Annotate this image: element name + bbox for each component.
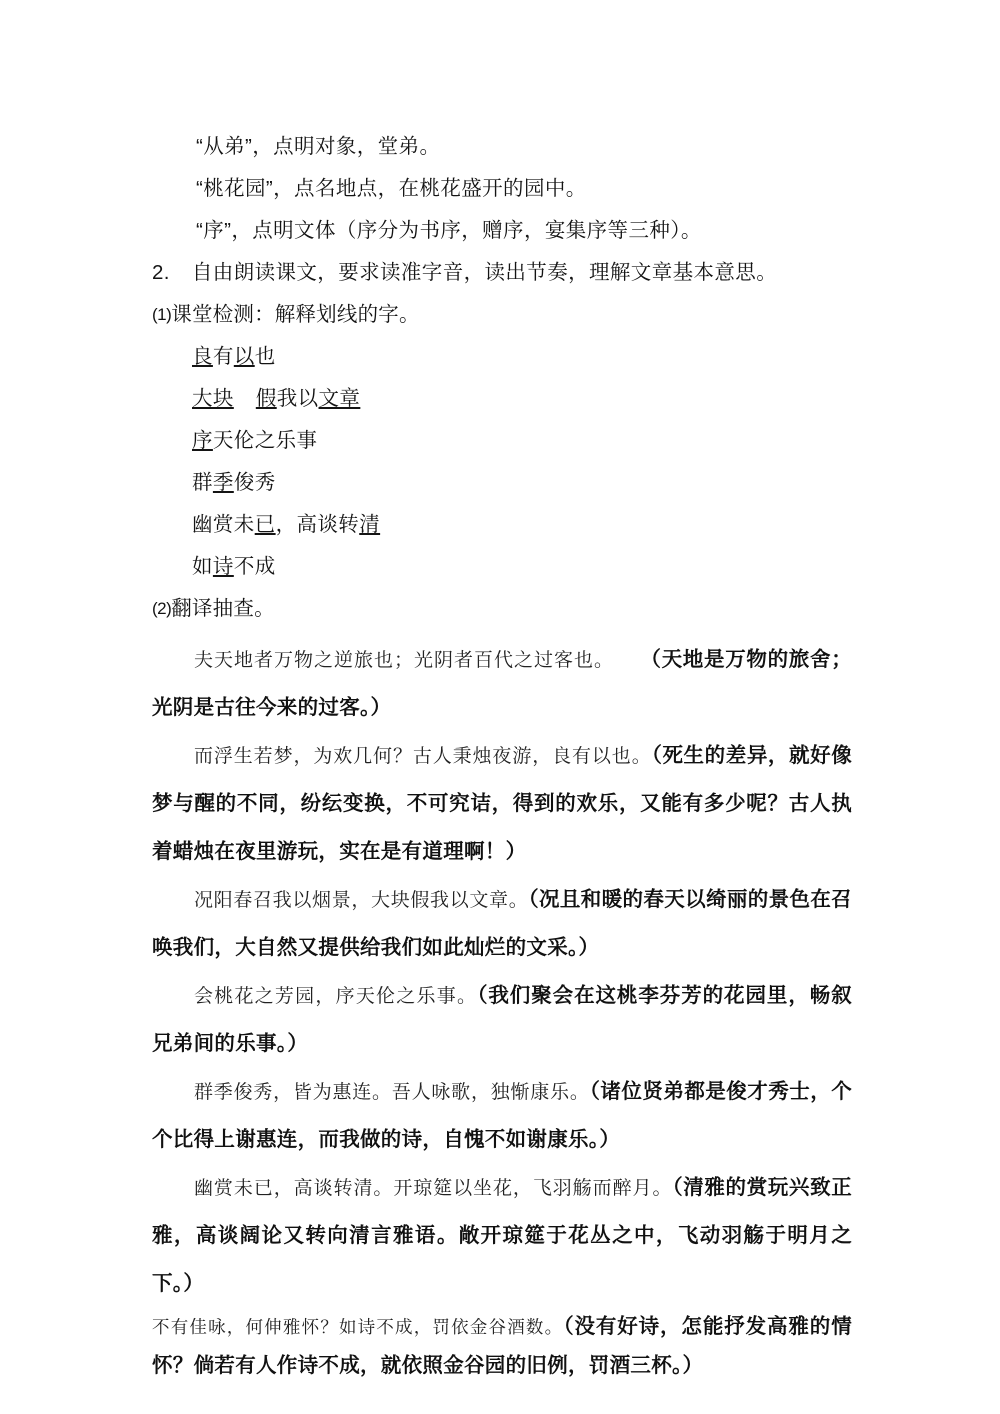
classical-source-text: 而浮生若梦，为欢几何？古人秉烛夜游，良有以也。 (194, 745, 652, 767)
item-text: 自由朗读课文，要求读准字音，读出节奏，理解文章基本意思。 (191, 261, 778, 284)
underlined-term: 诗 (212, 555, 234, 578)
item-number: 2. (152, 261, 170, 284)
underlined-term: 已 (254, 513, 276, 536)
underlined-term: 良 (192, 345, 213, 368)
sub-item-1 (152, 294, 852, 336)
vocabulary-drill-list (152, 336, 852, 588)
classical-source-text: 群季俊秀，皆为惠连。吾人咏歌，独惭康乐。 (194, 1081, 590, 1103)
classical-source-text: 会桃花之芳园，序天伦之乐事。 (194, 985, 478, 1007)
drill-text: 也 (254, 345, 276, 368)
title-note-line: “桃花园”，点名地点，在桃花盛开的园中。 (196, 177, 587, 200)
vocabulary-drill-line (152, 546, 852, 588)
drill-text: 不成 (233, 555, 276, 578)
translation-paragraph (152, 732, 852, 876)
sub-item-2 (152, 588, 852, 630)
classical-source-text: 不有佳咏，何伸雅怀？如诗不成，罚依金谷酒数。 (152, 1318, 564, 1338)
sub-item-text: 课堂检测：解释划线的字。 (171, 303, 420, 326)
vocabulary-drill-line (152, 336, 852, 378)
sub-item-marker: (1) (152, 305, 172, 324)
translation-paragraph (152, 1164, 852, 1308)
vocabulary-drill-line (152, 504, 852, 546)
modern-translation-text: （况且和暖的春天以绮丽的景色在召唤我们，大自然又提供给我们如此灿烂的文采。） (152, 888, 852, 959)
modern-translation-text: （死生的差异，就好像梦与醒的不同，纷纭变换，不可究诘，得到的欢乐，又能有多少呢？古人执着蜡烛在夜里游玩，实在是有道理啊！） (152, 744, 852, 863)
classical-source-text: 幽赏未已，高谈转清。开琼筵以坐花，飞羽觞而醉月。 (194, 1177, 673, 1199)
drill-text: 俊秀 (233, 471, 276, 494)
drill-text: 如 (192, 555, 213, 578)
sub-item-text: 翻译抽查。 (171, 597, 275, 620)
translation-paragraph (152, 876, 852, 972)
underlined-term: 文章 (318, 387, 361, 410)
translation-paragraph (152, 1308, 852, 1385)
drill-text: ，高谈转 (275, 513, 360, 536)
title-note-line: “从弟”，点明对象，堂弟。 (196, 135, 441, 158)
underlined-term: 季 (212, 471, 234, 494)
modern-translation-text: （我们聚会在这桃李芬芳的花园里，畅叙兄弟间的乐事。） (152, 984, 852, 1055)
underlined-term: 清 (359, 513, 381, 536)
translation-paragraph (152, 1068, 852, 1164)
modern-translation-text: （没有好诗，怎能抒发高雅的情怀？倘若有人作诗不成，就依照金谷园的旧例，罚酒三杯。） (152, 1315, 853, 1377)
translation-list (152, 636, 852, 1385)
sub-item-marker: (2) (152, 599, 172, 618)
drill-text: 我以 (276, 387, 319, 410)
numbered-item-2 (152, 252, 852, 294)
classical-source-text: 况阳春召我以烟景，大块假我以文章。 (194, 889, 529, 911)
vocabulary-drill-line (152, 378, 852, 420)
drill-text: 有 (212, 345, 234, 368)
modern-translation-text: （诸位贤弟都是俊才秀士，个个比得上谢惠连，而我做的诗，自愧不如谢康乐。） (152, 1080, 852, 1151)
vocabulary-drill-line (152, 462, 852, 504)
drill-text: 幽赏未 (192, 513, 255, 536)
underlined-term: 大块 (192, 387, 234, 410)
document-body (152, 126, 852, 1385)
underlined-term: 以 (233, 345, 255, 368)
drill-text: 天伦之乐事 (212, 429, 318, 452)
vocabulary-drill-line (152, 420, 852, 462)
translation-paragraph (152, 636, 852, 732)
translation-paragraph (152, 972, 852, 1068)
modern-translation-text: （清雅的赏玩兴致正雅，高谈阔论又转向清言雅语。敞开琼筵于花丛之中，飞动羽觞于明月之下。） (152, 1176, 853, 1295)
underlined-term: 序 (192, 429, 213, 452)
underlined-term: 假 (255, 387, 277, 410)
title-note-line: “序”，点明文体（序分为书序，赠序，宴集序等三种）。 (196, 219, 702, 242)
drill-text: 群 (192, 471, 213, 494)
classical-source-text: 夫天地者万物之逆旅也；光阴者百代之过客也。 (194, 649, 614, 671)
modern-translation-text: （天地是万物的旅舍；光阴是古往今来的过客。） (152, 648, 852, 719)
